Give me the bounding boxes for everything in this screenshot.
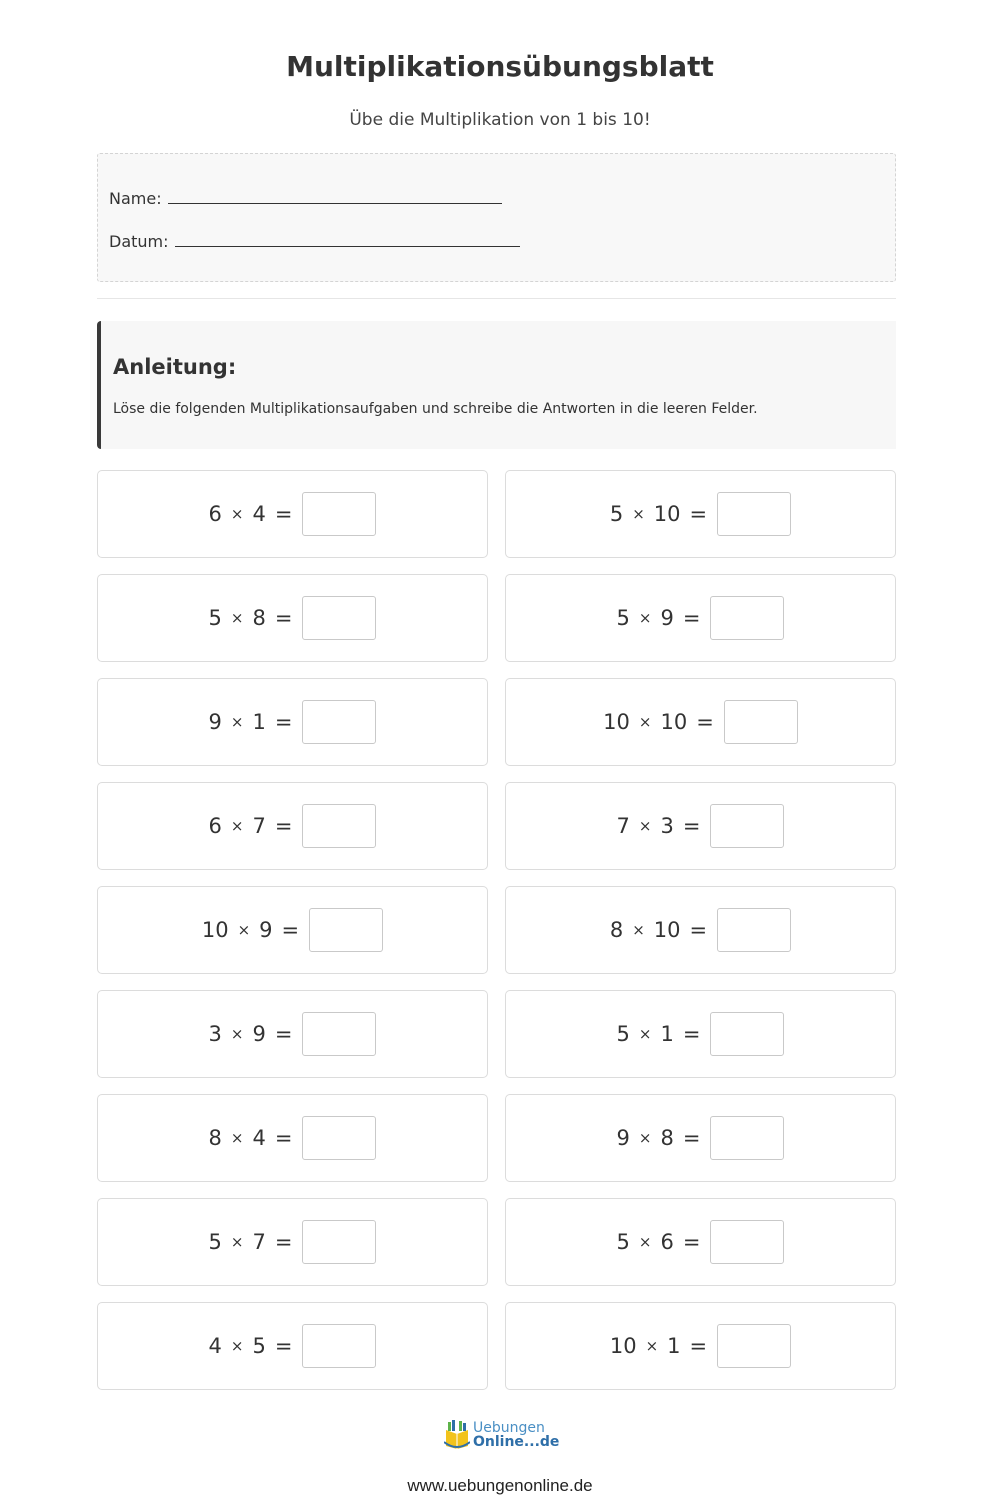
times-sign: × <box>632 921 645 939</box>
problem-expression <box>209 804 377 848</box>
equals-sign: = <box>689 502 708 526</box>
problem-card <box>97 990 488 1078</box>
equals-sign: = <box>281 918 300 942</box>
answer-box[interactable] <box>710 1220 784 1264</box>
answer-box[interactable] <box>724 700 798 744</box>
date-line[interactable] <box>175 231 520 247</box>
problem-card <box>97 1302 488 1390</box>
answer-box[interactable] <box>717 1324 791 1368</box>
answer-box[interactable] <box>302 1324 376 1368</box>
times-sign: × <box>638 713 652 731</box>
times-sign: × <box>230 713 244 731</box>
problem-card <box>97 678 488 766</box>
factor-a: 8 <box>609 918 624 942</box>
date-row <box>109 231 520 251</box>
answer-box[interactable] <box>309 908 383 952</box>
equals-sign: = <box>274 606 293 630</box>
times-sign: × <box>230 1337 244 1355</box>
factor-a: 8 <box>208 1126 222 1150</box>
factor-b: 9 <box>259 918 273 942</box>
problem-expression <box>209 596 377 640</box>
factor-a: 10 <box>609 1334 637 1358</box>
factor-b: 1 <box>667 1334 681 1358</box>
times-sign: × <box>230 1025 244 1043</box>
factor-a: 6 <box>208 814 222 838</box>
factor-a: 5 <box>616 1022 630 1046</box>
times-sign: × <box>638 609 652 627</box>
factor-b: 4 <box>252 1126 266 1150</box>
factor-a: 5 <box>616 1230 630 1254</box>
factor-a: 4 <box>208 1334 222 1358</box>
times-sign: × <box>638 817 652 835</box>
answer-box[interactable] <box>302 1116 376 1160</box>
logo-line2: Online...de <box>473 1434 560 1450</box>
factor-a: 5 <box>208 1230 222 1254</box>
problem-card <box>97 574 488 662</box>
instructions-box <box>97 321 896 449</box>
times-sign: × <box>638 1025 652 1043</box>
problem-expression <box>617 596 785 640</box>
problem-card <box>505 886 896 974</box>
equals-sign: = <box>274 502 293 526</box>
answer-box[interactable] <box>717 492 791 536</box>
problem-card <box>97 1198 488 1286</box>
name-row <box>109 188 502 208</box>
problem-card <box>505 782 896 870</box>
factor-b: 7 <box>252 814 266 838</box>
times-sign: × <box>638 1233 652 1251</box>
problem-card <box>505 470 896 558</box>
factor-b: 9 <box>660 606 674 630</box>
problem-expression <box>617 804 785 848</box>
factor-a: 10 <box>603 710 630 734</box>
book-logo-icon <box>444 1420 470 1450</box>
problem-expression <box>610 492 791 536</box>
factor-b: 5 <box>252 1334 266 1358</box>
factor-b: 4 <box>252 502 266 526</box>
equals-sign: = <box>696 710 714 734</box>
answer-box[interactable] <box>710 804 784 848</box>
answer-box[interactable] <box>302 700 376 744</box>
equals-sign: = <box>274 1334 293 1358</box>
equals-sign: = <box>682 814 701 838</box>
times-sign: × <box>645 1337 659 1355</box>
factor-a: 6 <box>208 502 222 526</box>
factor-a: 5 <box>616 606 630 630</box>
answer-box[interactable] <box>302 1220 376 1264</box>
factor-a: 9 <box>616 1126 630 1150</box>
factor-b: 8 <box>660 1126 674 1150</box>
factor-b: 10 <box>660 710 688 734</box>
factor-b: 1 <box>252 710 266 734</box>
answer-box[interactable] <box>717 908 791 952</box>
instructions-heading: Anleitung: <box>113 355 237 379</box>
factor-b: 7 <box>252 1230 266 1254</box>
answer-box[interactable] <box>710 596 784 640</box>
equals-sign: = <box>274 710 293 734</box>
times-sign: × <box>230 609 244 627</box>
times-sign: × <box>230 1129 244 1147</box>
problem-expression <box>209 492 377 536</box>
times-sign: × <box>237 921 251 939</box>
problem-expression <box>617 1116 785 1160</box>
factor-b: 8 <box>252 606 266 630</box>
student-info-box <box>97 153 896 282</box>
equals-sign: = <box>274 1126 293 1150</box>
problem-card <box>97 886 488 974</box>
name-line[interactable] <box>168 188 502 204</box>
problem-expression <box>209 1116 377 1160</box>
page-title: Multiplikationsübungsblatt <box>286 50 714 83</box>
equals-sign: = <box>274 1022 293 1046</box>
problem-expression <box>209 1324 377 1368</box>
factor-a: 5 <box>609 502 624 526</box>
problem-card <box>505 990 896 1078</box>
equals-sign: = <box>682 1230 701 1254</box>
factor-a: 7 <box>616 814 630 838</box>
problem-expression <box>617 1012 785 1056</box>
date-label: Datum: <box>109 232 169 251</box>
problem-card <box>505 678 896 766</box>
problem-expression <box>209 1012 377 1056</box>
factor-b: 9 <box>252 1022 266 1046</box>
factor-b: 10 <box>653 502 681 526</box>
problem-card <box>505 1094 896 1182</box>
answer-box[interactable] <box>302 804 376 848</box>
equals-sign: = <box>274 814 293 838</box>
problem-expression <box>209 700 377 744</box>
answer-box[interactable] <box>710 1012 784 1056</box>
factor-a: 5 <box>208 606 222 630</box>
factor-b: 1 <box>660 1022 674 1046</box>
answer-box[interactable] <box>302 596 376 640</box>
equals-sign: = <box>689 1334 708 1358</box>
factor-b: 6 <box>660 1230 674 1254</box>
footer-url[interactable]: www.uebungenonline.de <box>407 1476 593 1495</box>
equals-sign: = <box>682 606 701 630</box>
equals-sign: = <box>682 1022 701 1046</box>
problem-card <box>505 1198 896 1286</box>
divider <box>97 298 896 299</box>
problem-expression <box>610 908 791 952</box>
factor-b: 10 <box>653 918 681 942</box>
equals-sign: = <box>274 1230 293 1254</box>
answer-box[interactable] <box>302 492 376 536</box>
times-sign: × <box>230 505 244 523</box>
problem-expression <box>202 908 383 952</box>
problem-card <box>505 1302 896 1390</box>
answer-box[interactable] <box>302 1012 376 1056</box>
times-sign: × <box>230 817 244 835</box>
problem-card <box>505 574 896 662</box>
problem-card <box>97 1094 488 1182</box>
site-logo <box>444 1418 559 1452</box>
factor-a: 9 <box>208 710 222 734</box>
problem-card <box>97 470 488 558</box>
problem-expression <box>617 1220 785 1264</box>
factor-b: 3 <box>660 814 674 838</box>
problem-grid <box>97 470 896 1390</box>
logo-line1: Uebungen <box>473 1420 545 1436</box>
factor-a: 10 <box>201 918 229 942</box>
problem-expression <box>209 1220 377 1264</box>
problem-card <box>97 782 488 870</box>
times-sign: × <box>230 1233 244 1251</box>
times-sign: × <box>638 1129 652 1147</box>
name-label: Name: <box>109 189 162 208</box>
equals-sign: = <box>682 1126 701 1150</box>
page-subtitle: Übe die Multiplikation von 1 bis 10! <box>349 110 651 130</box>
problem-expression <box>603 700 798 744</box>
equals-sign: = <box>689 918 708 942</box>
factor-a: 3 <box>208 1022 222 1046</box>
answer-box[interactable] <box>710 1116 784 1160</box>
problem-expression <box>610 1324 791 1368</box>
times-sign: × <box>632 505 645 523</box>
instructions-text: Löse die folgenden Multiplikationsaufgaben und schreibe die Antworten in die leeren Felder. <box>113 401 758 417</box>
